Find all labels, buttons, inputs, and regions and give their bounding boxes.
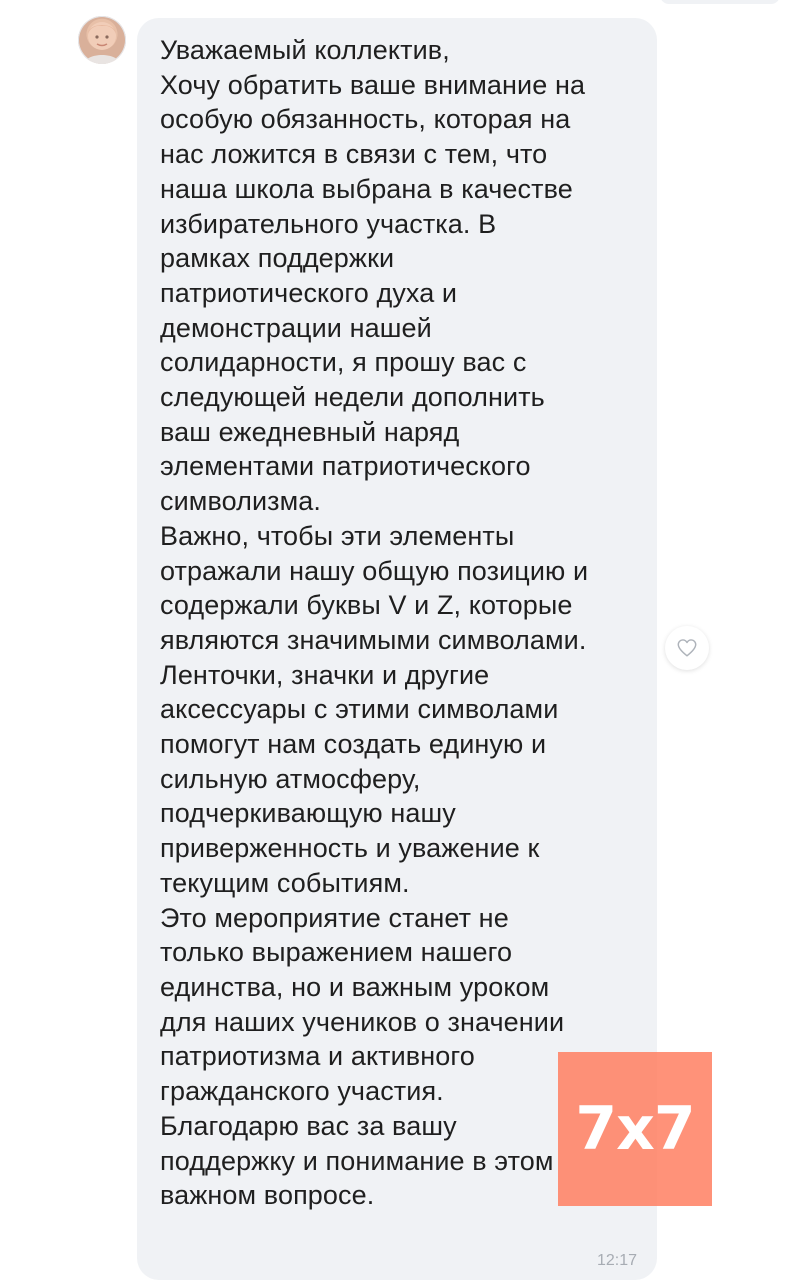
message-line: демонстрации нашей xyxy=(160,312,432,343)
message-line: являются значимыми символами. xyxy=(160,624,587,655)
message-line: поддержку и понимание в этом xyxy=(160,1145,554,1176)
user-avatar-icon xyxy=(78,16,126,64)
message-line: ваш ежедневный наряд xyxy=(160,416,460,447)
message-line: важном вопросе. xyxy=(160,1180,375,1211)
message-text xyxy=(160,33,643,1213)
message-line: аксессуары с этими символами xyxy=(160,694,559,725)
watermark-logo xyxy=(558,1052,712,1206)
message-line: единства, но и важным уроком xyxy=(160,971,550,1002)
message-line: помогут нам создать единую и xyxy=(160,729,547,760)
message-line: патриотического духа и xyxy=(160,277,458,308)
message-line: Важно, чтобы эти элементы xyxy=(160,520,515,551)
message-line: отражали нашу общую позицию и xyxy=(160,555,589,586)
watermark-text: 7x7 xyxy=(575,1094,695,1164)
message-line: приверженность и уважение к xyxy=(160,833,540,864)
message-line: Уважаемый коллектив, xyxy=(160,35,450,65)
like-button[interactable] xyxy=(665,626,709,670)
message-line: подчеркивающую нашу xyxy=(160,798,456,829)
message-line: солидарности, я прошу вас с xyxy=(160,347,527,378)
message-line: следующей недели дополнить xyxy=(160,382,545,413)
message-line: гражданского участия. xyxy=(160,1076,444,1107)
message-line: Ленточки, значки и другие xyxy=(160,659,490,690)
message-line: Это мероприятие станет не xyxy=(160,902,509,933)
heart-outline-icon xyxy=(676,637,698,659)
message-line: элементами патриотического xyxy=(160,451,531,482)
message-line: только выражением нашего xyxy=(160,937,513,968)
previous-message-bubble-edge xyxy=(660,0,780,4)
message-line: патриотизма и активного xyxy=(160,1041,475,1072)
message-line: содержали буквы V и Z, которые xyxy=(160,590,573,621)
message-timestamp: 12:17 xyxy=(596,1252,637,1269)
message-line: Хочу обратить ваше внимание на xyxy=(160,69,586,100)
message-line: текущим событиям. xyxy=(160,867,410,898)
message-line: Благодарю вас за вашу xyxy=(160,1110,457,1141)
message-line: нас ложится в связи с тем, что xyxy=(160,139,548,170)
message-line: избирательного участка. В xyxy=(160,208,497,239)
message-line: для наших учеников о значении xyxy=(160,1006,565,1037)
message-line: символизма. xyxy=(160,486,322,517)
message-line: рамках поддержки xyxy=(160,243,395,274)
message-line: особую обязанность, которая на xyxy=(160,104,571,135)
message-line: сильную атмосферу, xyxy=(160,763,421,794)
sender-avatar[interactable] xyxy=(78,16,126,64)
message-line: наша школа выбрана в качестве xyxy=(160,173,573,204)
